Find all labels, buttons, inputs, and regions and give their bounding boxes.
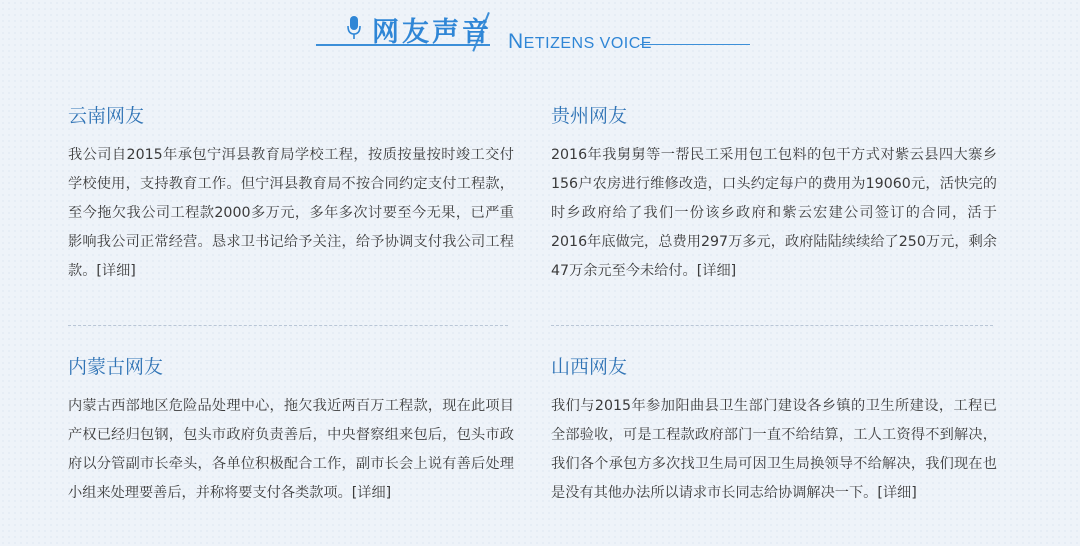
netizen-card-guizhou [551, 101, 997, 286]
card-text: 我公司自2015年承包宁洱县教育局学校工程，按质按量按时竣工交付学校使用，支持教育工作。但宁洱县教育局不按合同约定支付工程款，至今拖欠我公司工程款2000多万元，多年多次讨要至今无果，已严重影响我公司正常经营。恳求卫书记给予关注，给予协调支付我公司工程款。 [68, 147, 514, 279]
section-title: 网友声音 [372, 17, 492, 48]
card-body [551, 141, 997, 286]
dashed-divider [68, 325, 508, 326]
card-body [68, 141, 514, 286]
card-title[interactable]: 内蒙古网友 [68, 356, 164, 378]
card-title[interactable]: 山西网友 [551, 356, 628, 378]
card-body [551, 392, 997, 508]
netizen-card-shanxi [551, 352, 997, 508]
netizen-card-neimenggu [68, 352, 514, 508]
card-text: 内蒙古西部地区危险品处理中心，拖欠我近两百万工程款，现在此项目产权已经归包钢，包头市政府负责善后，中央督察组来包后，包头市政府以分管副市长牵头，各单位积极配合工作，副市长会上说有善后处理小组来处理要善后，并称将要支付各类款项。 [68, 398, 514, 501]
subtitle-rest: ETIZENS VOICE [523, 35, 652, 52]
section-header [0, 0, 1080, 60]
card-body [68, 392, 514, 508]
details-link[interactable]: [详细] [351, 485, 392, 501]
header-underline-right [640, 44, 750, 45]
card-title[interactable]: 云南网友 [68, 105, 145, 127]
section-subtitle [508, 30, 652, 54]
card-title[interactable]: 贵州网友 [551, 105, 628, 127]
microphone-icon [347, 16, 361, 40]
card-text: 2016年我舅舅等一帮民工采用包工包料的包干方式对紫云县四大寨乡156户农房进行维修改造，口头约定每户的费用为19060元，活快完的时乡政府给了我们一份该乡政府和紫云宏建公司签订的合同，活于2016年底做完，总费用297万多元，政府陆陆续续给了250万元，剩余47万余元至今未给付。 [551, 147, 997, 279]
netizen-card-yunnan [68, 101, 514, 286]
details-link[interactable]: [详细] [696, 263, 737, 279]
dashed-divider [551, 325, 993, 326]
card-text: 我们与2015年参加阳曲县卫生部门建设各乡镇的卫生所建设，工程已全部验收，可是工程款政府部门一直不给结算，工人工资得不到解决，我们各个承包方多次找卫生局可因卫生局换领导不给解决，我们现在也是没有其他办法所以请求市长同志给协调解决一下。 [551, 398, 997, 501]
details-link[interactable]: [详细] [877, 485, 917, 501]
subtitle-initial: N [508, 30, 524, 53]
details-link[interactable]: [详细] [96, 263, 136, 279]
